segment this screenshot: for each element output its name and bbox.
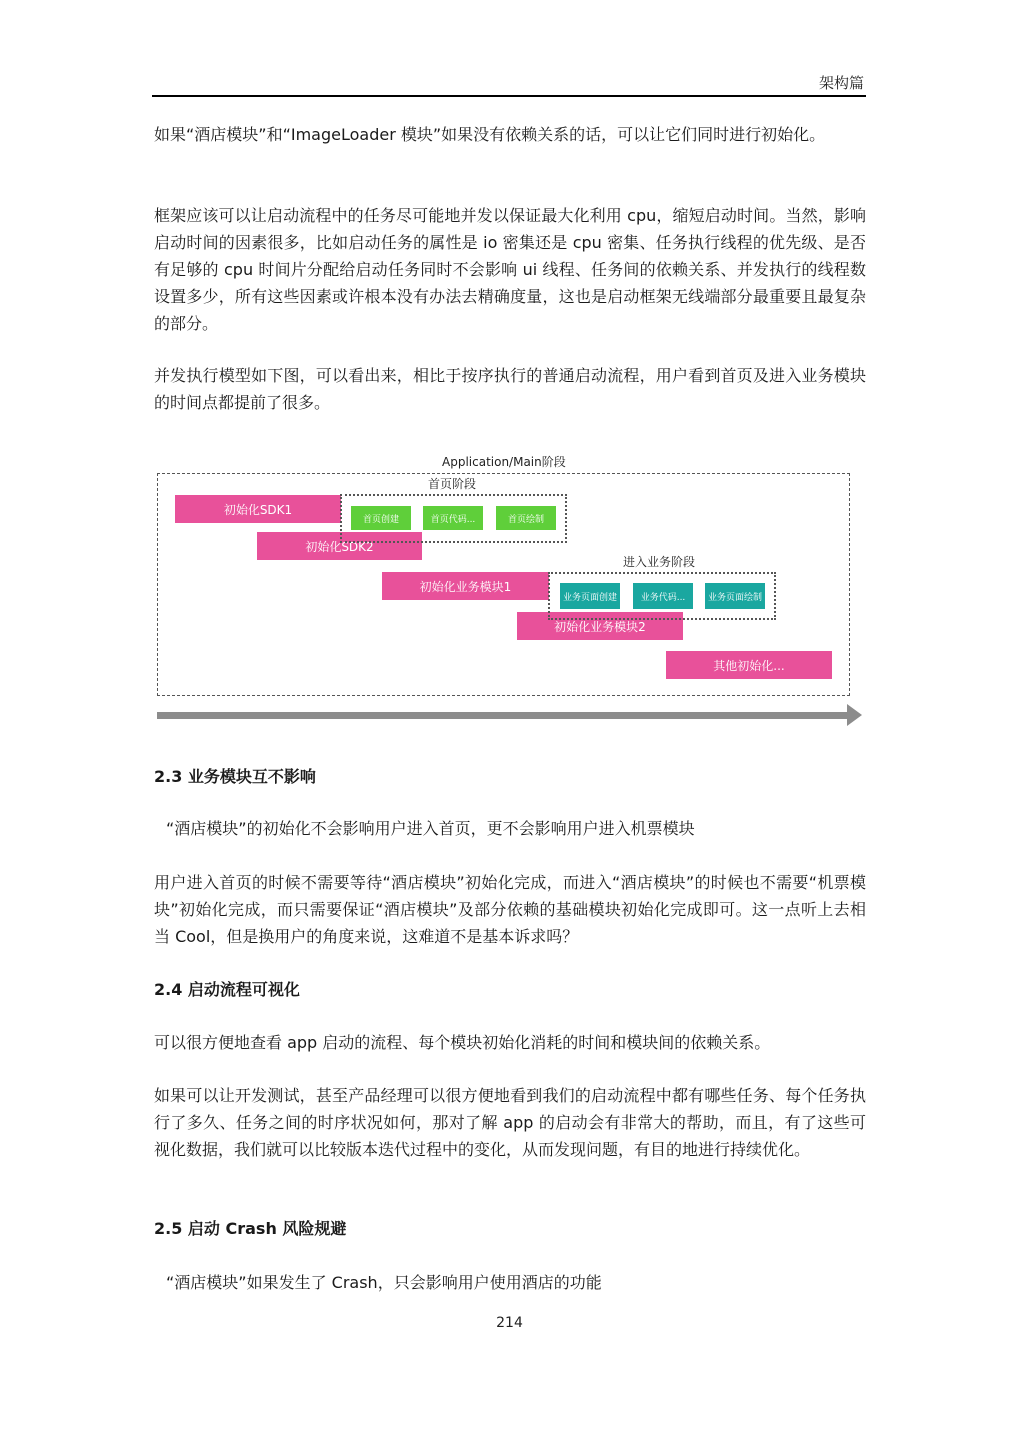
timeline-arrow: [157, 712, 847, 719]
timeline-arrow-head: [847, 704, 862, 726]
page-number: 214: [496, 1315, 523, 1331]
concurrency-diagram: [150, 450, 870, 735]
task-biz-page-draw: 业务页面绘制: [705, 583, 765, 609]
header-section-title: 架构篇: [818, 74, 864, 92]
task-init-sdk2: 初始化SDK2: [257, 532, 422, 560]
paragraph: 并发执行模型如下图，可以看出来，相比于按序执行的普通启动流程，用户看到首页及进入业务模块的时间点都提前了很多。: [154, 366, 866, 412]
section-heading-2-4: 2.4 启动流程可视化: [154, 980, 300, 999]
task-init-biz1: 初始化业务模块1: [382, 572, 549, 600]
task-home-draw: 首页绘制: [496, 506, 556, 530]
task-init-biz2: 初始化业务模块2: [517, 612, 683, 640]
task-home-code: 首页代码...: [423, 506, 483, 530]
paragraph: 框架应该可以让启动流程中的任务尽可能地并发以保证最大化利用 cpu，缩短启动时间。当然，影响启动时间的因素很多，比如启动任务的属性是 io 密集还是 cpu 密集、任务执行线程的优先级、是否有足够的 cpu 时间片分配给启动任务同时不会影响 ui 线程、任务间的依赖关系、并发执行的线程数设置多少，所有这些因素或许根本没有办法去精确度量，这也是启动框架无线端部分最重要且最复杂的部分。: [154, 206, 866, 333]
section-heading-2-3: 2.3 业务模块互不影响: [154, 767, 316, 786]
quote: “酒店模块”的初始化不会影响用户进入首页，更不会影响用户进入机票模块: [166, 819, 695, 838]
task-init-sdk1: 初始化SDK1: [175, 495, 341, 523]
task-biz-code: 业务代码...: [633, 583, 693, 609]
paragraph: 如果“酒店模块”和“ImageLoader 模块”如果没有依赖关系的话，可以让它们同时进行初始化。: [154, 125, 826, 144]
diagram-title: Application/Main阶段: [442, 455, 566, 469]
paragraph: 可以很方便地查看 app 启动的流程、每个模块初始化消耗的时间和模块间的依赖关系。: [154, 1033, 771, 1052]
paragraph: 如果可以让开发测试，甚至产品经理可以很方便地看到我们的启动流程中都有哪些任务、每个任务执行了多久、任务之间的时序状况如何，那对了解 app 的启动会有非常大的帮助，而且，有了这些可视化数据，我们就可以比较版本迭代过程中的变化，从而发现问题，有目的地进行持续优化。: [154, 1086, 866, 1159]
task-biz-page-create: 业务页面创建: [560, 583, 620, 609]
section-heading-2-5: 2.5 启动 Crash 风险规避: [154, 1219, 347, 1238]
quote: “酒店模块”如果发生了 Crash，只会影响用户使用酒店的功能: [166, 1273, 602, 1292]
task-other-init: 其他初始化...: [666, 651, 832, 679]
home-stage-label: 首页阶段: [428, 477, 477, 491]
biz-stage-label: 进入业务阶段: [623, 555, 696, 569]
paragraph: 用户进入首页的时候不需要等待“酒店模块”初始化完成，而进入“酒店模块”的时候也不需要“机票模块”初始化完成，而只需要保证“酒店模块”及部分依赖的基础模块初始化完成即可。这一点听上去相当 Cool，但是换用户的角度来说，这难道不是基本诉求吗？: [154, 873, 866, 946]
header-rule: [152, 95, 866, 97]
task-home-create: 首页创建: [351, 506, 411, 530]
